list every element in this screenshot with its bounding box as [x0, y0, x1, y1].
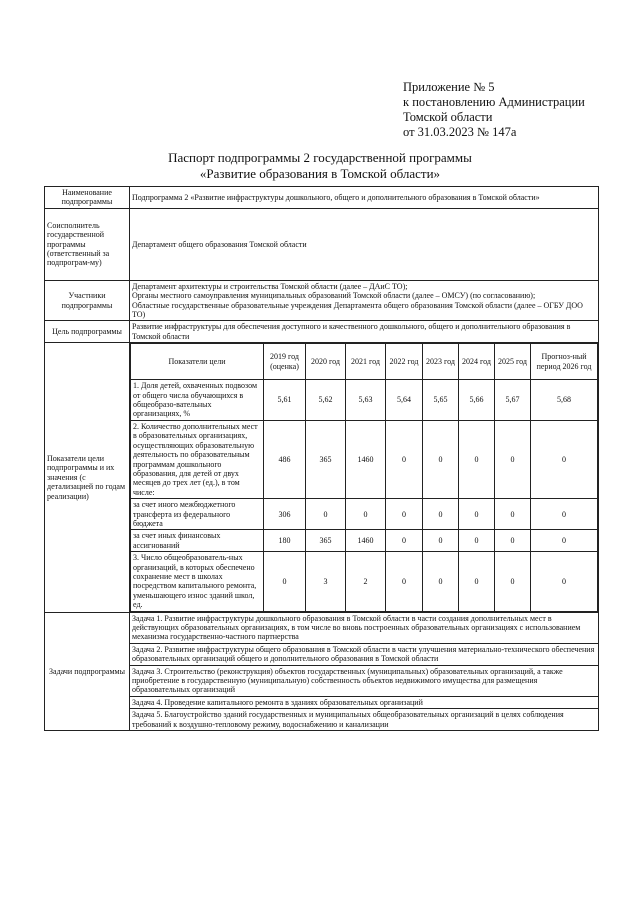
- indicator-value: 1460: [346, 420, 386, 498]
- indicator-name: за счет иных финансовых ассигнований: [131, 530, 264, 552]
- indicator-value: 5,61: [264, 380, 306, 421]
- indicator-value: 2: [346, 552, 386, 611]
- indicator-value: 180: [264, 530, 306, 552]
- indicator-value: 1460: [346, 530, 386, 552]
- row-tasks: [45, 612, 599, 730]
- indicator-value: 5,68: [531, 380, 598, 421]
- value-goal: Развитие инфраструктуры для обеспечения доступного и качественного дошкольного, общего и дополнительного образования в Томской области: [130, 321, 599, 343]
- header-2021: 2021 год: [346, 344, 386, 380]
- appendix-resolution: к постановлению Администрации: [403, 95, 585, 109]
- header-2020: 2020 год: [306, 344, 346, 380]
- indicator-value: 0: [495, 499, 531, 530]
- row-coexec: [45, 208, 599, 280]
- header-2025: 2025 год: [495, 344, 531, 380]
- task-item: Задача 2. Развитие инфраструктуры общего образования в Томской области в части улучшения материально-технического обеспечения образовательных организаций общего и дополнительного образования в Томской области: [130, 644, 598, 666]
- indicator-value: 0: [495, 420, 531, 498]
- row-goal: [45, 321, 599, 343]
- indicator-value: 0: [386, 552, 423, 611]
- indicator-name: 3. Число общеобразователь-ных организаций, в которых обеспечено сохранение мест в школах посредством капитального ремонта, уменьшающего износ зданий школ, ед.: [131, 552, 264, 611]
- appendix-region: Томской области: [403, 110, 493, 124]
- indicator-row: [131, 499, 598, 530]
- row-name: [45, 187, 599, 209]
- indicators-header-row: [131, 344, 598, 380]
- task-item: Задача 5. Благоустройство зданий государственных и муниципальных общеобразовательных организаций в целях соблюдения требований к воздушно-тепловому режиму, водоснабжению и канализации: [132, 710, 564, 729]
- indicator-value: 365: [306, 530, 346, 552]
- label-tasks: Задачи подпрограммы: [45, 612, 130, 730]
- indicator-value: 0: [459, 530, 495, 552]
- task-item: Задача 1. Развитие инфраструктуры дошкольного образования в Томской области в части создания дополнительных мест в действующих образовательных организациях, в том числе во вновь построенных образовательных организациях с использованием механизма государственно-частного партнерства: [130, 613, 598, 644]
- task-item: Задача 3. Строительство (реконструкция) объектов государственных (муниципальных) образовательных организаций, а также приобретение в государственную (муниципальную) собственность объектов недвижимого имущества для размещения образовательных организаций: [130, 666, 598, 697]
- header-2026: Прогноз-ный период 2026 год: [531, 344, 598, 380]
- appendix-header: [403, 80, 633, 140]
- indicator-value: 0: [423, 530, 459, 552]
- indicator-value: 5,65: [423, 380, 459, 421]
- page-title: [0, 150, 640, 182]
- row-participants: [45, 280, 599, 321]
- indicator-value: 0: [386, 499, 423, 530]
- appendix-number: Приложение № 5: [403, 80, 495, 94]
- indicator-value: 365: [306, 420, 346, 498]
- indicator-value: 0: [423, 552, 459, 611]
- indicator-value: 0: [264, 552, 306, 611]
- indicator-value: 0: [459, 499, 495, 530]
- indicator-value: 5,63: [346, 380, 386, 421]
- indicator-row: [131, 530, 598, 552]
- header-2019: 2019 год (оценка): [264, 344, 306, 380]
- indicator-value: 0: [386, 530, 423, 552]
- indicator-value: 306: [264, 499, 306, 530]
- indicator-value: 3: [306, 552, 346, 611]
- indicator-value: 5,66: [459, 380, 495, 421]
- task-item: Задача 4. Проведение капитального ремонта в зданиях образовательных организаций: [130, 697, 598, 709]
- indicator-value: 0: [495, 530, 531, 552]
- indicator-value: 0: [531, 552, 598, 611]
- indicator-value: 0: [495, 552, 531, 611]
- value-participants: [130, 280, 599, 321]
- indicator-value: 0: [459, 420, 495, 498]
- indicator-value: 0: [306, 499, 346, 530]
- participant-item: Департамент архитектуры и строительства Томской области (далее – ДАиС ТО);: [132, 281, 408, 291]
- indicators-table: [130, 343, 598, 611]
- indicators-cell: [130, 343, 599, 612]
- indicator-name: 1. Доля детей, охваченных подвозом от общего числа обучающихся в общеобразо-вательных организациях, %: [131, 380, 264, 421]
- indicator-value: 0: [531, 530, 598, 552]
- value-name: Подпрограмма 2 «Развитие инфраструктуры дошкольного, общего и дополнительного образования в Томской области»: [130, 187, 599, 209]
- indicator-name: за счет иного межбюджетного трансферта из федерального бюджета: [131, 499, 264, 530]
- indicator-value: 0: [423, 420, 459, 498]
- indicator-row: [131, 380, 598, 421]
- indicator-value: 5,64: [386, 380, 423, 421]
- tasks-cell: [130, 612, 599, 730]
- indicator-value: 0: [423, 499, 459, 530]
- participant-item: Областные государственные образовательные учреждения Департамента общего образования Томской области (далее – ОГБУ ДОО ТО): [132, 300, 583, 320]
- label-goal: Цель подпрограммы: [45, 321, 130, 343]
- indicator-value: 0: [531, 499, 598, 530]
- indicator-value: 0: [459, 552, 495, 611]
- indicator-name: 2. Количество дополнительных мест в образовательных организациях, осуществляющих образовательную деятельность по образовательным программам дошкольного образования, для детей от двух месяцев до трех лет (ед.), в том числе:: [131, 420, 264, 498]
- label-coexec: Соисполнитель государственной программы (ответственный за подпрограм-му): [45, 208, 130, 280]
- indicator-value: 0: [531, 420, 598, 498]
- participant-item: Органы местного самоуправления муниципальных образований Томской области (далее – ОМСУ) (по согласованию);: [132, 291, 536, 301]
- indicator-value: 5,67: [495, 380, 531, 421]
- indicator-value: 0: [346, 499, 386, 530]
- passport-table: [44, 186, 599, 731]
- row-indicators: [45, 343, 599, 612]
- title-line-1: Паспорт подпрограммы 2 государственной программы: [168, 150, 472, 165]
- label-participants: Участники подпрограммы: [45, 280, 130, 321]
- header-indicator: Показатели цели: [131, 344, 264, 380]
- indicator-value: 5,62: [306, 380, 346, 421]
- title-line-2: «Развитие образования в Томской области»: [199, 166, 441, 181]
- label-indicators: Показатели цели подпрограммы и их значения (с детализацией по годам реализации): [45, 343, 130, 612]
- indicator-value: 0: [386, 420, 423, 498]
- indicator-value: 486: [264, 420, 306, 498]
- header-2024: 2024 год: [459, 344, 495, 380]
- indicator-row: [131, 420, 598, 498]
- label-name: Наименование подпрограммы: [45, 187, 130, 209]
- value-coexec: Департамент общего образования Томской области: [130, 208, 599, 280]
- header-2023: 2023 год: [423, 344, 459, 380]
- indicator-row: [131, 552, 598, 611]
- header-2022: 2022 год: [386, 344, 423, 380]
- appendix-date: от 31.03.2023 № 147а: [403, 125, 517, 139]
